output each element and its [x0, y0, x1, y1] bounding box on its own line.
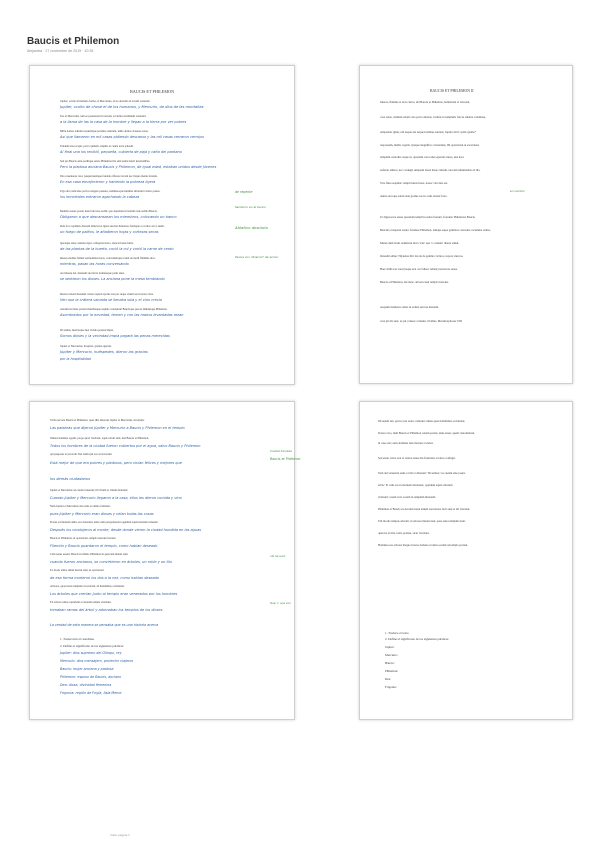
margin-note: Ablativo absoluto	[235, 225, 269, 230]
printed-text-line: Baucis:	[385, 661, 395, 665]
printed-text-line: Arbores, quae iuxta templum crescebant, ab hominibus colebantur.	[50, 585, 125, 588]
handwritten-translation-line: Ven que la crátera vaciada se llenaba sola y el vino crecía	[60, 298, 162, 302]
printed-text-line: Postea ad montem ambo eos duxerunt, unde cum perspexissent oppidum aquis mersum viderunt.	[50, 521, 159, 524]
printed-text-line: Jupiter et Mercurius ad casam venerunt; illi cibum et vinum dederunt.	[50, 489, 129, 492]
printed-text-line: Ostendit adhuc Thyneius illic incola de gemino vicinos corpore truncos.	[380, 254, 464, 258]
printed-text-line: Quodque suus coniunx riguo collegerat horto, truncat holus foliis.	[60, 242, 134, 245]
handwritten-translation-line: Dea: diosa, divinidad femenina	[60, 683, 112, 687]
handwritten-translation-line: pues Júpiter y Mercurio eran dioses y veían todas las cosas	[50, 512, 154, 516]
handwritten-translation-line: Mercurio: dios mensajero, protector viajeros	[60, 659, 134, 663]
handwritten-translation-line: un fuego de palitos, le añadieron hojas y cortezas secas	[60, 230, 159, 234]
printed-text-line: Philemon:	[385, 669, 399, 673]
handwritten-translation-line: a la llama de las la casa de la hombre y llegan a la tierra por ver pobres	[60, 120, 187, 124]
printed-text-line: Interea medias fallunt sermonibus horas, concutiuntque torum de molli fluminis ulva.	[60, 257, 156, 260]
printed-text-line: BAUCIS ET PHILEMON	[130, 89, 175, 94]
printed-text-line: in casa erat; eum dominus deis mactare volebat.	[378, 441, 434, 445]
printed-text-line: templum custodire atque ut, quoniam concordes egerunt annos, una hora	[380, 155, 464, 159]
printed-text-line: Vota fides sequitur: templi tutela fuere, donec vita data est.	[380, 181, 448, 185]
printed-text-line: Cum senes essent, Baucis in tiliam, Philemon in quercum mutati sunt.	[50, 553, 129, 556]
handwritten-translation-line: Obligaron a que descansaran los miembros, colocando un banco	[60, 215, 177, 219]
printed-text-line: Eo modo ambo simul mortui sunt, ut optaverant.	[50, 569, 105, 572]
printed-text-line: Interea totiens haustum cratera repleri sponte sua per seque vident succrescere vina.	[60, 293, 154, 296]
printed-text-line: responsum, multis rogatis, ipsique magnifice conveniunt, Illi optaverunt ut sacerdotes	[380, 143, 480, 147]
handwritten-translation-line: Baucis: mujer anciana y piadosa	[60, 667, 114, 671]
handwritten-translation-line: se sentaron los dioses. La anciana pone la mesa temblando	[60, 277, 165, 281]
page-1[interactable]	[29, 65, 295, 385]
printed-text-line: Tum dei vetuerunt eum occidi et dixerunt: 'Di sumus; vos autem sine poena	[378, 471, 466, 475]
margin-note: en cambio	[510, 189, 525, 193]
document-meta: Alejandra · 27 noviembre de 2019 · 10:35	[27, 49, 94, 53]
page-3[interactable]	[29, 401, 301, 720]
printed-text-line: Dea:	[385, 677, 392, 681]
printed-text-line: Frigonia:	[385, 685, 397, 689]
printed-text-line: Jupiter, oculto in humana forma, et Mercurius, ab ea deorum ad terram venerunt.	[60, 100, 151, 103]
printed-text-line: Nam Jupiter et Mercurius dei erant et omnia videbant.	[50, 505, 111, 508]
printed-text-line: 2. Define el significado de las siguientes palabras:	[385, 637, 449, 641]
printed-text-line: Haec mihi non vani (neque erat cur fallere vellent) narravere senes.	[380, 267, 458, 271]
handwritten-translation-line: Pero la piadosa anciana Baucis y Philemon, de igual edad, estaban unidos desde jóvenes	[60, 165, 217, 169]
printed-text-line: Interea, flumine et lacu cincta, ubi Baucis et Philemon, habitabant et vixerant,	[380, 100, 470, 104]
handwritten-translation-line: Jupiter: dios supremo del Olimpo, rey	[60, 651, 122, 655]
margin-note: Que = una con	[270, 601, 291, 605]
printed-text-line: qui pauperes et pii erant. Dei enim ipsi eos servaverunt.	[50, 453, 113, 456]
margin-note: ubi se sunt	[270, 554, 286, 558]
printed-text-line: Membra senex posito iussit relevare sedili, quo superiniecit textum rude sedula Baucis.	[60, 210, 158, 213]
document-header	[27, 36, 119, 53]
printed-text-line: Mercurio:	[385, 653, 398, 657]
printed-text-line: Verba servata Baucis et Philemon, quae illis dixerant Jupiter et Mercurius, in templo	[50, 419, 145, 422]
handwritten-translation-line: Filemón y Baucis guardaron el templo, como habían deseado	[50, 544, 158, 548]
margin-note: Sentaron en el banco	[235, 205, 266, 209]
printed-text-line: Sed anser velox erat et tardos senes diu frustratus ad deos confugit.	[378, 456, 456, 460]
printed-text-line: Annis aevoque soluti ante gradus sacros cum starent forte.	[380, 194, 448, 198]
printed-text-line: Attoniti novitate pavent manibusque supinis concipiunt Baucisque preces timidusque Philemon.	[60, 308, 168, 311]
handwritten-translation-line: de las plantas de la huerta, coció la col y cortó la carne de cerdo	[60, 247, 174, 251]
handwritten-translation-line: Después los condujeron al monte, desde donde vieron la ciudad hundida en las aguas	[50, 528, 202, 532]
printed-text-line: Jupiter et Mercurius, hospites, gratias egerunt.	[60, 345, 112, 348]
printed-text-line: 1. Traducción al castellano	[60, 637, 95, 641]
page-2[interactable]	[359, 65, 573, 384]
printed-text-line: Inde foco tepidum cinerem dimovit et ignes suscitat hesternos foliisque et cortice sicco nutrit.	[60, 225, 165, 228]
printed-text-line: 2. Define el significado de las siguientes palabras:	[60, 644, 124, 648]
document-title: Baucis et Philemon	[27, 36, 120, 47]
printed-text-line: Aliquando igitur, ubi neque dei neque homines aderant, Jupiter dicit: 'quid optatis?'	[380, 130, 477, 134]
handwritten-translation-line: los demás ciudadanos	[50, 477, 90, 481]
handwritten-translation-line: cuando fueron ancianos, se convirtieron en árboles, un roble y un tilo	[50, 560, 172, 564]
printed-text-line: Sed pia Baucis anus parilique aetate Philemon illa sunt annis iuncti iuventalibus.	[60, 160, 151, 163]
printed-text-line: viderunt; casam vero eorum in templum mutatam.	[378, 495, 436, 499]
margin-note: Pasiva con 'dixerunt' de acción	[235, 255, 279, 259]
printed-text-line: Baucida conspexit senior frondere Philemon. iamque super geminos crescente cacumine vultus,	[380, 228, 491, 232]
handwritten-translation-line: por la hospitalidad	[60, 357, 91, 361]
printed-text-line: Postea vero, dum Baucis et Philemon cenam parant, unus anser, quem custodiebant,	[378, 431, 475, 435]
printed-text-line: cura pii dis sunt, et qui coluere coluntur. Ovidius, Metamorphoses VIII	[380, 319, 462, 323]
handwritten-translation-line: Asombrados por la novedad, temen y con las manos levantadas rezan	[60, 313, 184, 317]
printed-text-line: Aequam memento rebus in arduis servare mentem.	[380, 305, 439, 309]
handwritten-translation-line: Todos los hombres de la ciudad fueron cubiertos por el agua, salvo Baucis y Philemon	[50, 444, 201, 448]
margin-note: de repente	[235, 190, 253, 194]
handwritten-translation-line: Jupiter, oculto de chose el de los humanos, y Mercurio, de dios de las montañas	[60, 105, 204, 109]
printed-text-line: auferret ambos; nec coniugis umquam busta meae videam, neu sim tumulandus ab illa.	[380, 168, 481, 172]
page-footer: Vista: página 1	[110, 833, 130, 837]
printed-text-line: Tandem una recepit, parva quidem, stipulis et canna tecta palustri.	[60, 145, 134, 148]
printed-text-line: Philemon et Baucis ex deorum iussu templi sacerdotes facti sunt et ibi vixerunt.	[378, 507, 471, 511]
handwritten-translation-line: de esa forma murieron los dos a la vez, como habían deseado	[50, 576, 160, 580]
printed-text-line: eritis.' Et cum eos in montem duxissent, oppidum aquis obrutum	[378, 483, 453, 487]
handwritten-translation-line: Al final una los recibió, pequeña, cubierta de paja y caña del pantano	[60, 150, 182, 154]
margin-note: Ciudad llamada	[270, 449, 292, 453]
printed-text-line: Illa consenuere casa; paupertatemque fatendo effecere levem nec iniqua mente ferendo.	[60, 175, 158, 178]
printed-text-line: Mille domos aditum requiemque petentes adierunt, mille domos clausere serae.	[60, 130, 149, 133]
printed-text-line: Accubuere dei. mensam succincta tremensque ponit anus.	[60, 272, 125, 275]
handwritten-translation-line: Philemon: esposo de Baucis, anciano	[60, 675, 122, 679]
handwritten-translation-line: tomaban ramas del árbol y adornaban los templos de los dioses	[50, 608, 163, 612]
printed-text-line: Illi autem dei, qui in casa erant, viderunt omnia quae hominibus acciderant.	[378, 419, 466, 423]
handwritten-translation-line: Está mejor de que era pobres y piadosos, pero vivían felices y mejores que	[50, 461, 182, 465]
handwritten-translation-line: Somos dioses y la vecindad impía pagará las penas merecidas	[60, 334, 170, 338]
handwritten-translation-line: Las palabras que dijeron Júpiter y Mercurio a Baucis y Philemon en el templo	[50, 426, 185, 430]
printed-text-line: Omnes homines oppidi, prope quod vivebant, aquis obruti sunt, nisi Baucis et Philemon,	[50, 437, 149, 440]
handwritten-translation-line: Frigonia: región de Frigia, Asia Menor	[60, 691, 122, 695]
printed-text-line: Baucis et Philemon, ut optaverant, templi custodes fuerunt.	[50, 537, 117, 540]
margin-note: Baucis et Philemon	[270, 457, 301, 461]
handwritten-translation-line: Cuando Júpiter y Mercurio llegaron a la casa, ellos les dieron comida y vino	[50, 496, 182, 500]
printed-text-line: BAUCIS ET PHILEMON II	[430, 89, 474, 93]
printed-text-line: Eos et Mercurius cum se praestarent in terram, ad domos hominum venerunt.	[60, 115, 147, 118]
handwritten-translation-line: En esa casa envejecieron y haciendo la pobreza ligera	[60, 180, 156, 184]
printed-text-line: Ubi mortis tempus advenit, in arbores mutati sunt, quae ante templum stant.	[378, 519, 466, 523]
printed-text-line: Ergo ubi caelicolae parvos tetigere penates, submissoque humiles intrarunt vertice postes.	[60, 190, 161, 193]
printed-text-line: quercus et tilia, iuxta positae, sicut vivebant.	[378, 531, 430, 535]
printed-text-line: Mutua dum licuit reddebant dicta 'vale' que 'o coniunx' dixere simul.	[380, 241, 460, 245]
printed-text-line: Ex arbore ramos capiebant et deorum templa ornabant.	[50, 601, 112, 604]
printed-text-line: 1. Traduce el texto	[385, 631, 409, 635]
handwritten-translation-line: La verdad de esta manera se pensaba que es una historia acerca	[50, 623, 159, 627]
handwritten-translation-line: Los árboles que crecían junto al templo eran venerados por los hombres	[50, 592, 178, 596]
handwritten-translation-line: Así que llamaron en mil casas pidiendo descanso y las mil casas cerraron cerrojos	[60, 135, 205, 139]
printed-text-line: Baucis et Philemon, dei nunc, arbores sunt templi custodes.	[380, 280, 449, 284]
printed-text-line: Jupiter:	[385, 645, 395, 649]
handwritten-translation-line: Júpiter y Mercurio, huéspedes, dieron las gracias	[60, 350, 148, 354]
printed-text-line: Di sumus, meritasque luet vicinia poenas impia.	[60, 329, 114, 332]
handwritten-translation-line: los inmortales entraron agachando la cabeza	[60, 195, 140, 199]
page-4[interactable]	[359, 401, 573, 720]
handwritten-translation-line: mientras, pasan las horas conversando	[60, 262, 129, 266]
printed-text-line: Ut dignoscere senes quondam templi in sedes fuerunt, frondere Philemona Baucis,	[380, 215, 476, 219]
printed-text-line: Homines eas arbores magno honore habent et ramos earum ad templa portant.	[378, 543, 469, 547]
printed-text-line: casa vetus, dominis etiam casa parva duobus, vertitur in templum: furcas subiere columnae,	[380, 115, 486, 119]
